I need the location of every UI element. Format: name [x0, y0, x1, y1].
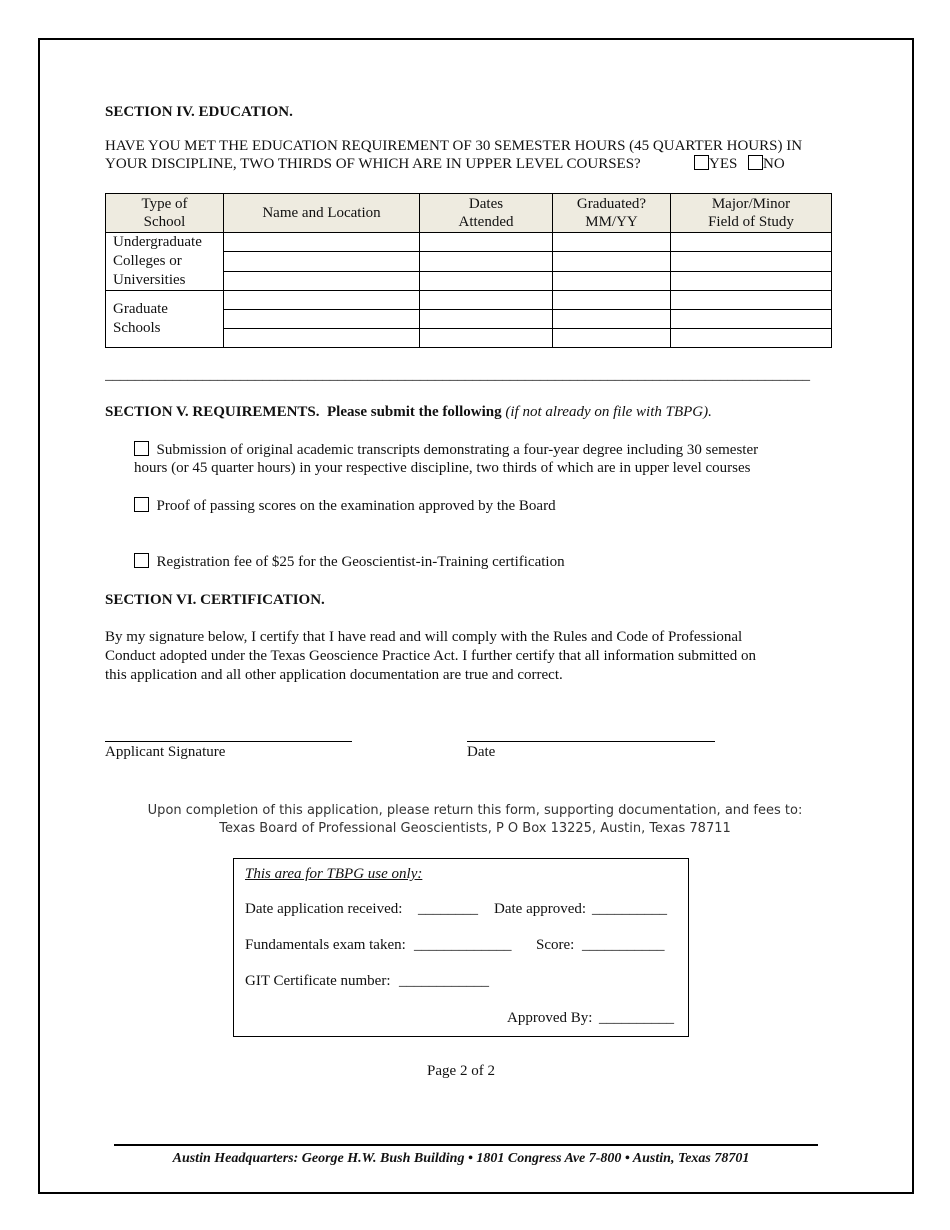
cell-input[interactable]	[420, 310, 553, 329]
footer-rule	[114, 1144, 818, 1146]
education-question-line2: YOUR DISCIPLINE, TWO THIRDS OF WHICH ARE IN UPPER LEVEL COURSES?	[105, 156, 641, 172]
section-iv-title: SECTION IV. EDUCATION.	[105, 104, 293, 120]
header-text: Graduated?	[576, 196, 647, 212]
table-row	[106, 291, 832, 310]
signature-line[interactable]	[105, 741, 352, 742]
graduate-label: Graduate Schools	[106, 291, 224, 348]
no-option[interactable]	[748, 155, 785, 174]
date-received-field[interactable]: ________	[418, 901, 478, 917]
cell-input[interactable]	[224, 271, 420, 290]
signature-label: Applicant Signature	[105, 744, 226, 760]
approved-by-label: Approved By:	[507, 1010, 593, 1026]
transcripts-checkbox[interactable]	[134, 441, 149, 456]
cell-input[interactable]	[671, 271, 832, 290]
yes-checkbox[interactable]	[694, 155, 709, 170]
cell-input[interactable]	[553, 291, 671, 310]
cell-input[interactable]	[420, 252, 553, 271]
score-field[interactable]: ___________	[582, 937, 665, 953]
header-text: Major/Minor	[711, 196, 791, 212]
git-number-label: GIT Certificate number:	[245, 973, 391, 989]
header-text: MM/YY	[585, 214, 638, 230]
cell-input[interactable]	[671, 310, 832, 329]
date-approved-label: Date approved:	[494, 901, 587, 917]
cell-input[interactable]	[553, 252, 671, 271]
cell-input[interactable]	[553, 233, 671, 252]
header-text: Dates	[468, 196, 504, 212]
cell-input[interactable]	[224, 329, 420, 348]
cell-input[interactable]	[671, 291, 832, 310]
cell-input[interactable]	[553, 329, 671, 348]
office-use-title: This area for TBPG use only:	[245, 866, 423, 882]
return-instructions: Upon completion of this application, please return this form, supporting documentation, and fees to:	[147, 803, 803, 818]
cell-input[interactable]	[420, 291, 553, 310]
certification-text-3: this application and all other application documentation are true and correct.	[105, 667, 563, 683]
cell-input[interactable]	[671, 329, 832, 348]
date-received-label: Date application received:	[245, 901, 403, 917]
header-text: Type of	[141, 196, 188, 212]
cell-input[interactable]	[553, 271, 671, 290]
approved-by-field[interactable]: __________	[599, 1010, 674, 1026]
education-table	[105, 193, 832, 348]
cell-input[interactable]	[420, 271, 553, 290]
header-major	[671, 194, 832, 233]
git-number-field[interactable]: ____________	[399, 973, 489, 989]
fee-checkbox[interactable]	[134, 553, 149, 568]
section-vi-title: SECTION VI. CERTIFICATION.	[105, 592, 325, 608]
date-approved-field[interactable]: __________	[592, 901, 667, 917]
page-number: Page 2 of 2	[427, 1063, 495, 1079]
no-checkbox[interactable]	[748, 155, 763, 170]
header-text: Field of Study	[708, 214, 794, 230]
requirement-fee: Registration fee of $25 for the Geoscientist-in-Training certification	[134, 553, 565, 572]
date-label: Date	[467, 744, 496, 760]
exam-taken-label: Fundamentals exam taken:	[245, 937, 406, 953]
yes-label: YES	[709, 156, 738, 172]
header-type	[106, 194, 224, 233]
footer-address: Austin Headquarters: George H.W. Bush Building • 1801 Congress Ave 7-800 • Austin, Texas 78701	[172, 1151, 750, 1166]
requirement-transcripts-line2: hours (or 45 quarter hours) in your respective discipline, two thirds of which are in upper level courses	[134, 460, 751, 476]
certification-text-2: Conduct adopted under the Texas Geoscience Practice Act. I further certify that all information submitted on	[105, 648, 756, 664]
section-divider: ______________________________________________________________________________________________	[105, 367, 810, 383]
header-name	[224, 194, 420, 233]
no-label: NO	[763, 156, 785, 172]
cell-input[interactable]	[420, 233, 553, 252]
cell-input[interactable]	[224, 252, 420, 271]
education-question-line1: HAVE YOU MET THE EDUCATION REQUIREMENT OF 30 SEMESTER HOURS (45 QUARTER HOURS) IN	[105, 138, 803, 154]
cell-input[interactable]	[420, 329, 553, 348]
certification-text-1: By my signature below, I certify that I have read and will comply with the Rules and Code of Professional	[105, 629, 743, 645]
requirement-transcripts: Submission of original academic transcripts demonstrating a four-year degree including 30 semester	[134, 441, 758, 460]
header-text: Name and Location	[262, 205, 381, 221]
yes-option[interactable]	[694, 155, 737, 174]
return-address: Texas Board of Professional Geoscientists, P O Box 13225, Austin, Texas 78711	[219, 821, 731, 836]
section-v-title: SECTION V. REQUIREMENTS. Please submit the following (if not already on file with TBPG).	[105, 404, 712, 420]
header-text: School	[143, 214, 186, 230]
exam-checkbox[interactable]	[134, 497, 149, 512]
score-label: Score:	[536, 937, 575, 953]
table-header-row	[106, 194, 832, 233]
header-graduated	[553, 194, 671, 233]
cell-input[interactable]	[224, 310, 420, 329]
cell-input[interactable]	[224, 291, 420, 310]
header-text: Attended	[458, 214, 514, 230]
header-dates	[420, 194, 553, 233]
exam-taken-field[interactable]: _____________	[414, 937, 512, 953]
cell-input[interactable]	[553, 310, 671, 329]
date-line[interactable]	[467, 741, 715, 742]
requirement-exam: Proof of passing scores on the examination approved by the Board	[134, 497, 556, 516]
undergrad-label: Undergraduate Colleges or Universities	[106, 233, 224, 291]
table-row	[106, 233, 832, 252]
cell-input[interactable]	[224, 233, 420, 252]
cell-input[interactable]	[671, 233, 832, 252]
cell-input[interactable]	[671, 252, 832, 271]
